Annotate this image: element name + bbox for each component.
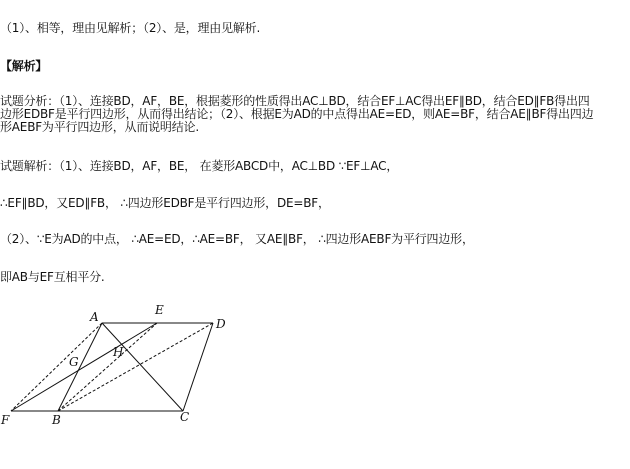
geometry-figure bbox=[0, 300, 260, 469]
label-b: B bbox=[52, 413, 61, 427]
segment-af bbox=[11, 323, 102, 411]
segment-ef bbox=[11, 323, 157, 411]
solution-line-2: ∴EF∥BD，又ED∥FB， ∴四边形EDBF是平行四边形，DE=BF， bbox=[0, 196, 330, 210]
analysis-heading: 【解析】 bbox=[0, 59, 48, 73]
solution-conclusion: 即AB与EF互相平分. bbox=[0, 270, 105, 284]
label-h: H bbox=[113, 345, 124, 359]
label-c: C bbox=[180, 410, 190, 424]
label-e: E bbox=[155, 303, 164, 317]
answer-line: （1）、相等，理由见解析；（2）、是，理由见解析. bbox=[0, 21, 261, 35]
segment-dc bbox=[183, 323, 213, 411]
segment-ab bbox=[58, 323, 102, 411]
label-g: G bbox=[69, 355, 79, 369]
analysis-paragraph: 试题分析：（1）、连接BD，AF，BE，根据菱形的性质得出AC⊥BD，结合EF⊥AC得出EF∥BD，结合ED∥FB得出四边形EDBF是平行四边形，从而得出结论；（2）、根据E为AD的中点得出AE=ED，则AE=BF，结合AE∥BF得出四边形AEBF为平行四边形，从而说明结论. bbox=[0, 94, 594, 134]
label-d: D bbox=[216, 317, 226, 331]
solution-line-3: （2）、∵E为AD的中点， ∴AE=ED，∴AE=BF， 又AE∥BF， ∴四边形AEBF为平行四边形， bbox=[0, 232, 474, 246]
label-f: F bbox=[1, 413, 10, 427]
label-a: A bbox=[90, 310, 99, 324]
solution-line-1: 试题解析：（1）、连接BD，AF，BE， 在菱形ABCD中，AC⊥BD ∵EF⊥AC， bbox=[0, 159, 399, 173]
